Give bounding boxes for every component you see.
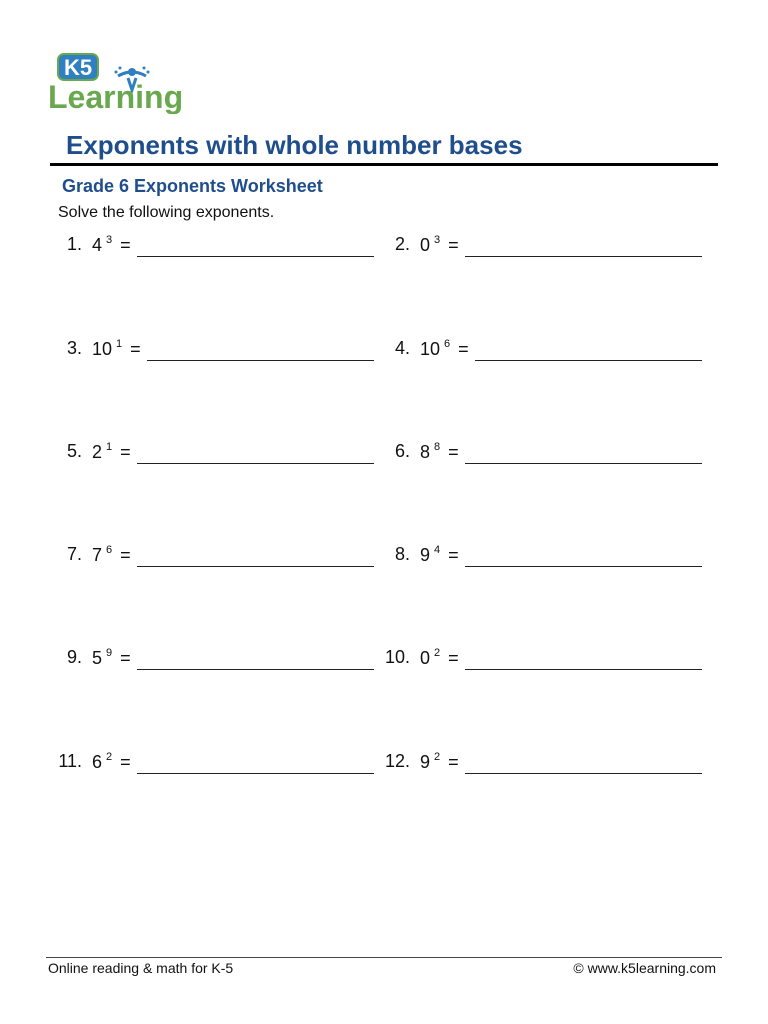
equals-sign: = [448,442,459,462]
problem-number: 7. [66,544,82,564]
problem-expression [420,544,459,566]
footer-tagline: Online reading & math for K-5 [48,960,234,976]
base: 8 [420,442,431,462]
problem-item [386,751,702,781]
answer-line[interactable] [137,463,374,464]
footer-divider [46,957,722,958]
answer-line[interactable] [137,566,374,567]
base: 0 [420,235,431,255]
problem-expression [420,647,459,669]
problem-number: 4. [394,338,410,358]
problem-item [386,647,702,677]
answer-line[interactable] [137,256,374,257]
exponent: 3 [434,234,441,246]
problem-number: 5. [66,441,82,461]
equals-sign: = [448,545,459,565]
base: 9 [420,545,431,565]
answer-line[interactable] [465,463,702,464]
problem-item [58,647,374,677]
equals-sign: = [120,545,131,565]
base: 4 [92,235,103,255]
problem-item [386,544,702,574]
worksheet-subtitle: Grade 6 Exponents Worksheet [62,176,323,196]
base: 10 [420,339,441,359]
problem-item [58,234,374,264]
answer-line[interactable] [137,669,374,670]
exponent: 2 [106,751,113,763]
problem-expression [92,338,141,360]
problem-expression [92,234,131,256]
problem-number: 1. [66,234,82,254]
exponent: 1 [116,338,123,350]
instructions: Solve the following exponents. [58,204,275,221]
problem-item [386,338,702,368]
problem-item [58,544,374,574]
base: 10 [92,339,113,359]
base: 2 [92,442,103,462]
problem-number: 2. [394,234,410,254]
base: 7 [92,545,103,565]
equals-sign: = [448,752,459,772]
problem-number: 8. [394,544,410,564]
logo-wordmark: Learning [48,79,184,114]
problem-number: 9. [66,647,82,667]
answer-line[interactable] [475,360,702,361]
exponent: 8 [434,441,441,453]
answer-line[interactable] [465,256,702,257]
exponent: 4 [434,544,441,556]
title-divider [50,163,718,166]
exponent: 3 [106,234,113,246]
problem-number: 6. [394,441,410,461]
equals-sign: = [120,648,131,668]
logo-badge-text: K5 [64,55,93,80]
problem-expression [92,441,131,463]
problem-expression [420,338,469,360]
exponent: 1 [106,441,113,453]
problem-number: 3. [66,338,82,358]
problem-expression [420,234,459,256]
equals-sign: = [458,339,469,359]
problem-expression [92,751,131,773]
equals-sign: = [120,235,131,255]
answer-line[interactable] [147,360,374,361]
equals-sign: = [120,442,131,462]
problem-number: 12. [384,751,410,771]
problem-number: 11. [58,751,82,771]
exponent: 6 [444,338,451,350]
base: 9 [420,752,431,772]
problem-number: 10. [384,647,410,667]
problem-item [386,234,702,264]
problem-expression [92,544,131,566]
exponent: 2 [434,751,441,763]
exponent: 2 [434,647,441,659]
exponent: 9 [106,647,113,659]
equals-sign: = [120,752,131,772]
problem-expression [420,441,459,463]
equals-sign: = [448,235,459,255]
answer-line[interactable] [465,566,702,567]
k5-learning-logo [48,50,188,114]
base: 5 [92,648,103,668]
problem-item [58,338,374,368]
base: 6 [92,752,103,772]
equals-sign: = [130,339,141,359]
problem-item [58,751,374,781]
answer-line[interactable] [137,773,374,774]
problem-item [58,441,374,471]
exponent: 6 [106,544,113,556]
footer-website: © www.k5learning.com [573,960,716,976]
answer-line[interactable] [465,773,702,774]
problem-expression [92,647,131,669]
problem-expression [420,751,459,773]
base: 0 [420,648,431,668]
problem-item [386,441,702,471]
equals-sign: = [448,648,459,668]
page-title: Exponents with whole number bases [66,130,523,160]
answer-line[interactable] [465,669,702,670]
